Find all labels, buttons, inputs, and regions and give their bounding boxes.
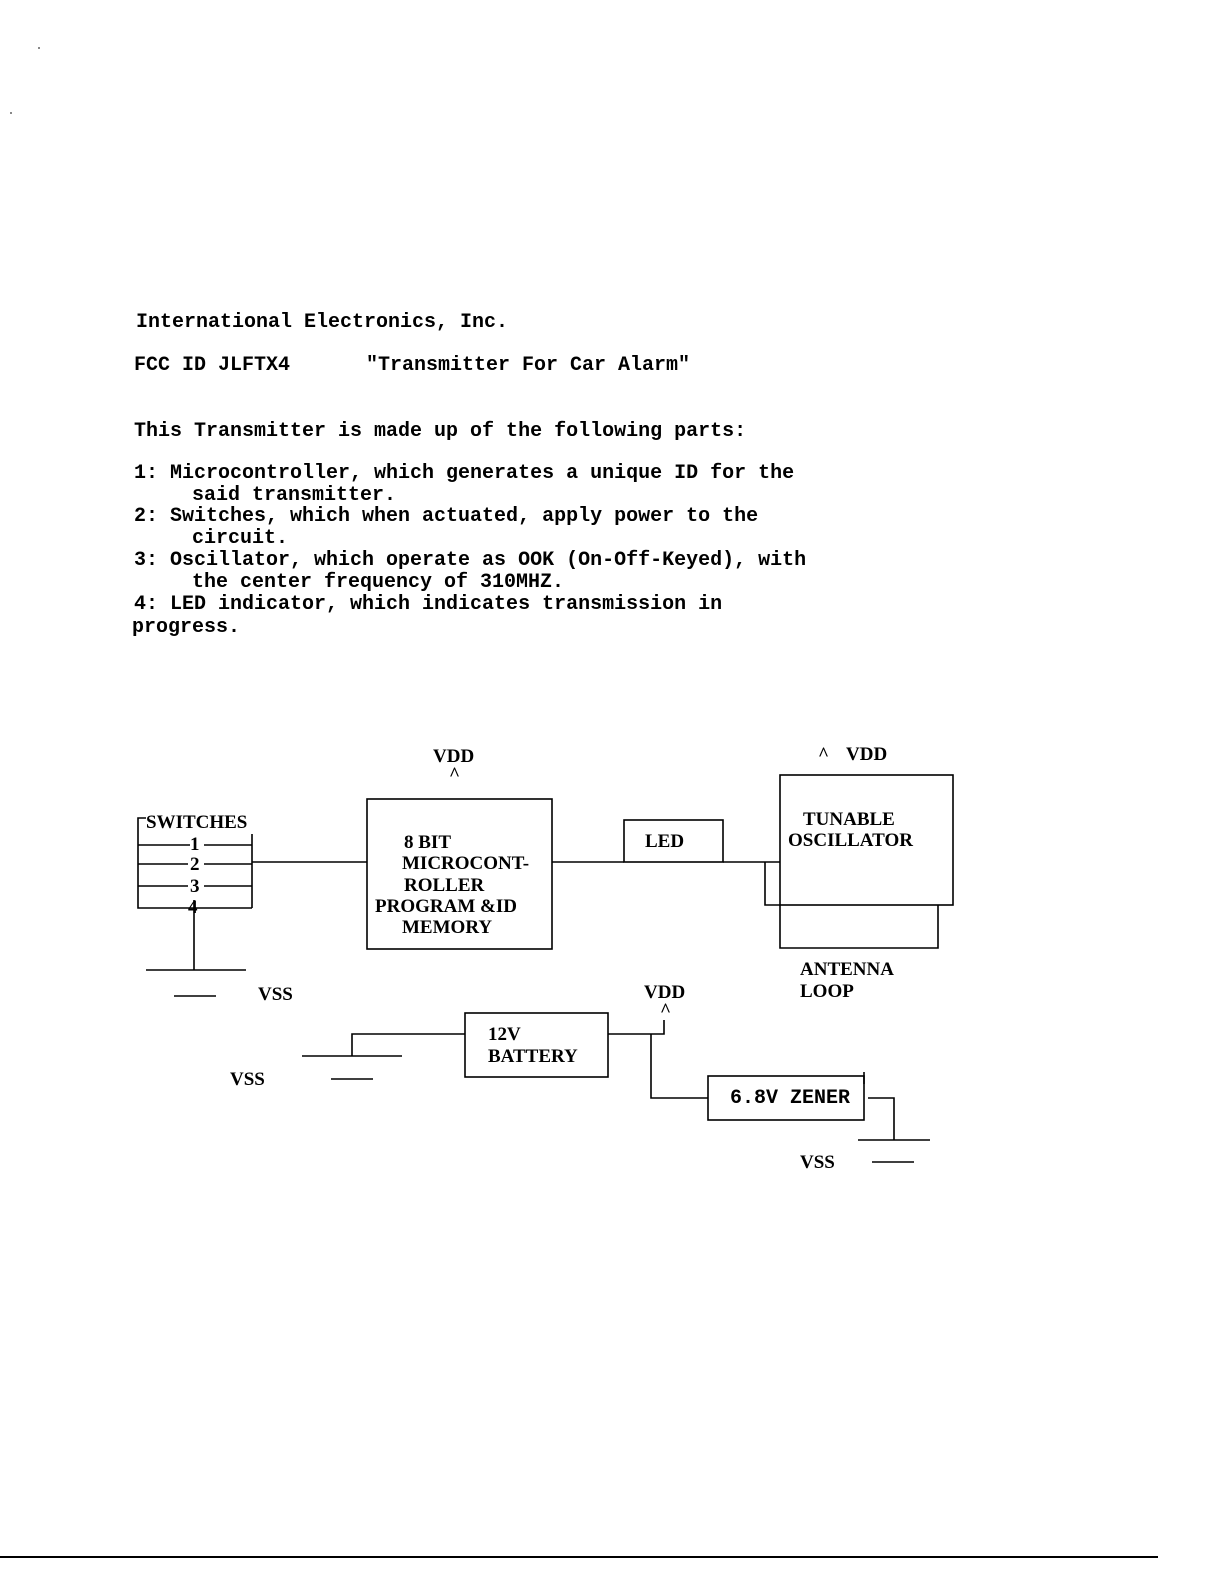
part-2-line-2: circuit.	[192, 527, 289, 550]
wire-battery-vdd	[608, 1020, 664, 1034]
switch-number-3: 3	[190, 876, 200, 897]
micro-line-1: 8 BIT	[404, 832, 451, 853]
switch-number-4: 4	[188, 897, 198, 918]
antenna-loop	[765, 862, 780, 905]
document-title: "Transmitter For Car Alarm"	[366, 354, 691, 377]
vss-zener-label: VSS	[800, 1152, 835, 1173]
battery-line-2: BATTERY	[488, 1046, 578, 1067]
battery-box	[465, 1013, 608, 1077]
micro-line-4: PROGRAM &ID	[375, 896, 517, 917]
intro-sentence: This Transmitter is made up of the following parts:	[134, 420, 747, 443]
vdd-micro-label: VDD	[433, 746, 475, 767]
part-1-line-2: said transmitter.	[192, 484, 397, 507]
zener-label: 6.8V ZENER	[730, 1087, 851, 1110]
oscillator-line-1: TUNABLE	[803, 809, 895, 830]
vss-switches-label: VSS	[258, 984, 293, 1005]
antenna-line-2: LOOP	[800, 981, 854, 1002]
vdd-zener-label: VDD	[644, 982, 686, 1003]
oscillator-line-2: OSCILLATOR	[788, 830, 913, 851]
switch-number-2: 2	[190, 854, 200, 875]
part-4-line-1: 4: LED indicator, which indicates transmission in	[134, 593, 723, 616]
vdd-zener-caret: ^	[660, 1000, 672, 1021]
switch-number-1: 1	[190, 834, 200, 855]
part-2-line-1: 2: Switches, which when actuated, apply power to the	[134, 505, 759, 528]
fcc-id: FCC ID JLFTX4	[134, 354, 291, 377]
vdd-micro-caret: ^	[449, 764, 461, 785]
switches-label: SWITCHES	[146, 812, 248, 833]
antenna-line-1: ANTENNA	[800, 959, 894, 980]
zener-to-ground	[868, 1098, 894, 1140]
vdd-osc-label: VDD	[846, 744, 888, 765]
part-1-line-1: 1: Microcontroller, which generates a unique ID for the	[134, 462, 795, 485]
vss-battery-label: VSS	[230, 1069, 265, 1090]
micro-line-2: MICROCONT-	[402, 853, 530, 874]
wire-battery-vss	[352, 1034, 465, 1056]
led-label: LED	[645, 831, 685, 852]
micro-line-5: MEMORY	[402, 917, 493, 938]
part-3-line-2: the center frequency of 310MHZ.	[192, 571, 565, 594]
wire-vdd-zener	[651, 1034, 708, 1098]
vdd-osc-caret: ^	[818, 744, 830, 765]
antenna-loop-lower	[780, 905, 938, 948]
part-3-line-1: 3: Oscillator, which operate as OOK (On-Off-Keyed), with	[134, 549, 807, 572]
micro-line-3: ROLLER	[404, 875, 485, 896]
battery-line-1: 12V	[488, 1024, 521, 1045]
page-bottom-rule	[0, 1556, 1158, 1558]
part-4-line-2: progress.	[132, 616, 241, 639]
company-name: International Electronics, Inc.	[136, 311, 509, 334]
